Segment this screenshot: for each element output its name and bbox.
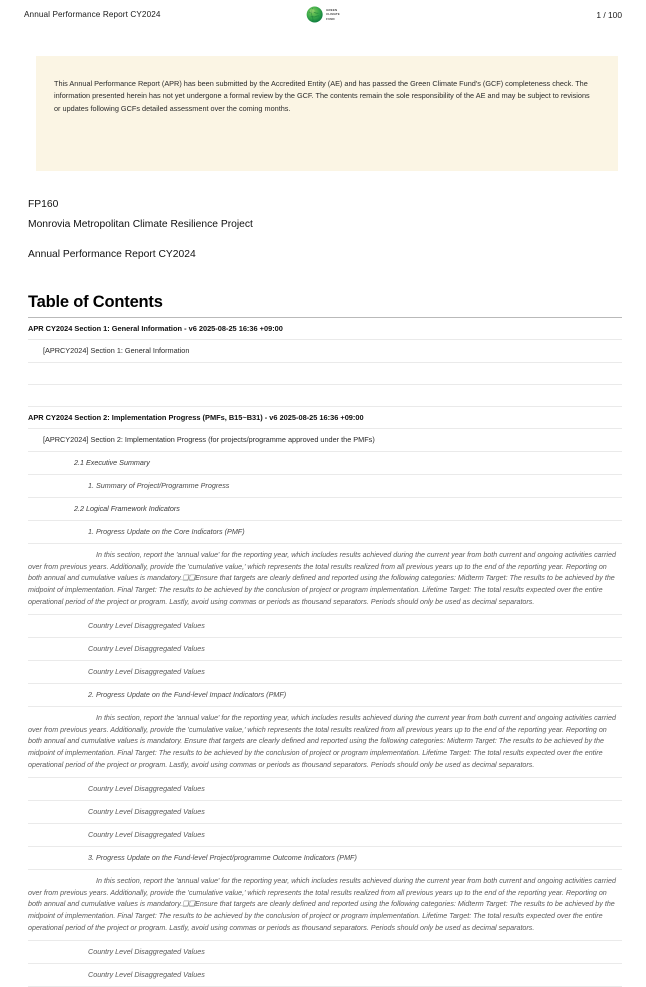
logo-line-2: CLIMATE [326,12,340,17]
disclaimer-text: This Annual Performance Report (APR) has been submitted by the Accredited Entity (AE) and has passed the Green Climate Fund's (GCF) completeness check. The information presented herein has not yet undergone a formal review by the GCF. The contents remain the sole responsibility of the AE and may be subject to revisions or updates following GCFs detailed assessment over the coming months. [54,79,590,113]
toc-entry: In this section, report the 'annual value' for the reporting year, which includes results achieved during the current year from both current and ongoing activities carried over from previous years. Additionally, provide the 'cumulative value,' which represents the total results realized from all previous years up to the end of the reporting year. Reporting on both annual and cumulative values is mandatory.❑❑Ensure that targets are clearly defined and reported using the following categories: Midterm Target: The results to be achieved by the midpoint of implementation. Final Target: The results to be achieved by the conclusion of project or program implementation. Lifetime Target: The total results expected over the entire operational period of the project or program. Lastly, avoid using commas or periods as thousand separators. Periods should only be used as decimal separators. [28,544,622,615]
toc-row-list [28,318,622,987]
toc-entry[interactable]: Country Level Disaggregated Values [28,778,622,801]
toc-entry[interactable]: Country Level Disaggregated Values [28,661,622,684]
toc-row-spacer [28,385,622,407]
toc-row-spacer [28,363,622,385]
toc-entry[interactable]: 1. Progress Update on the Core Indicators (PMF) [28,521,622,544]
header-document-title: Annual Performance Report CY2024 [24,10,161,19]
toc-entry[interactable]: APR CY2024 Section 1: General Information - v6 2025-08-25 16:36 +09:00 [28,318,622,340]
toc-entry[interactable]: 3. Progress Update on the Fund-level Project/programme Outcome Indicators (PMF) [28,847,622,870]
toc-entry: In this section, report the 'annual value' for the reporting year, which includes results achieved during the current year from both current and ongoing activities carried over from previous years. Additionally, provide the 'cumulative value,' which represents the total results realized from all previous years up to the end of the reporting year. Reporting on both annual and cumulative values is mandatory. Ensure that targets are clearly defined and reported using the following categories: Midterm Target: The results to be achieved by the midpoint of implementation. Final Target: The results to be achieved by the conclusion of project or program implementation. Lifetime Target: The total results expected over the entire operational period of the project or program. Lastly, avoid using commas or periods as thousand separators. Periods should only be used as decimal separators. [28,707,622,778]
toc-entry[interactable]: APR CY2024 Section 2: Implementation Progress (PMFs, B15~B31) - v6 2025-08-25 16:36 +09:00 [28,407,622,429]
logo-wordmark [326,8,340,21]
toc-entry[interactable]: [APRCY2024] Section 1: General Information [28,340,622,363]
globe-icon [306,6,323,23]
page-number: 1 / 100 [596,10,622,20]
report-name: Annual Performance Report CY2024 [28,249,196,261]
toc-entry[interactable]: Country Level Disaggregated Values [28,615,622,638]
table-of-contents [28,293,622,987]
gcf-logo [306,6,340,23]
toc-entry[interactable]: Country Level Disaggregated Values [28,824,622,847]
logo-line-3: FUND [326,16,335,21]
toc-entry[interactable]: [APRCY2024] Section 2: Implementation Progress (for projects/programme approved under the PMFs) [28,429,622,452]
project-name: Monrovia Metropolitan Climate Resilience Project [28,219,253,231]
disclaimer-notice-box [36,56,618,171]
project-code: FP160 [28,199,59,211]
document-title-block [28,195,646,265]
toc-entry[interactable]: Country Level Disaggregated Values [28,964,622,987]
logo-line-1: GREEN [326,8,338,13]
toc-heading: Table of Contents [28,293,163,312]
toc-entry[interactable]: 2.1 Executive Summary [28,452,622,475]
toc-entry[interactable]: Country Level Disaggregated Values [28,638,622,661]
toc-entry: In this section, report the 'annual value' for the reporting year, which includes results achieved during the current year from both current and ongoing activities carried over from previous years. Additionally, provide the 'cumulative value,' which represents the total results realized from all previous years up to the end of the reporting year. Reporting on both annual and cumulative values is mandatory.❑❑Ensure that targets are clearly defined and reported using the following categories: Midterm Target: The results to be achieved by the midpoint of implementation. Final Target: The results to be achieved by the conclusion of project or program implementation. Lifetime Target: The total results expected over the entire operational period of the project or program. Lastly, avoid using commas or periods as thousand separators. Periods should only be used as decimal separators. [28,870,622,941]
toc-entry[interactable]: Country Level Disaggregated Values [28,801,622,824]
toc-entry[interactable]: 2. Progress Update on the Fund-level Impact Indicators (PMF) [28,684,622,707]
toc-entry[interactable]: 2.2 Logical Framework Indicators [28,498,622,521]
page-header [0,0,646,34]
toc-entry[interactable]: Country Level Disaggregated Values [28,941,622,964]
toc-entry[interactable]: 1. Summary of Project/Programme Progress [28,475,622,498]
